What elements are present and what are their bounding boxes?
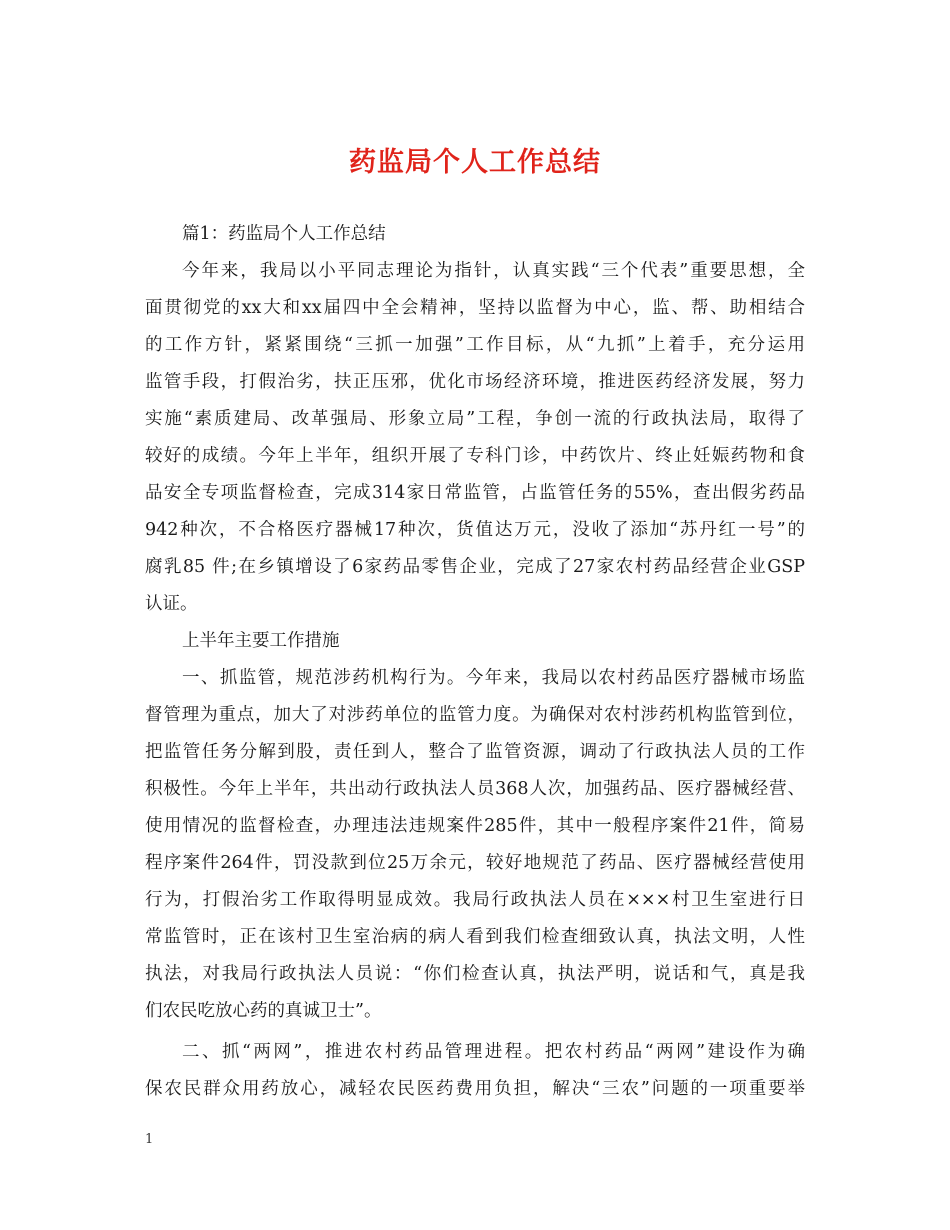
- paragraph-line: 监管手段，打假治劣，扶正压邪，优化市场经济环境，推进医药经济发展，努力: [145, 372, 805, 392]
- document-title: 药监局个人工作总结: [349, 147, 601, 178]
- page-number: 1: [145, 1132, 154, 1147]
- section-heading: 篇1：药监局个人工作总结: [182, 224, 386, 244]
- section-heading: 上半年主要工作措施: [182, 631, 340, 651]
- paragraph-line: 二、抓“两网”，推进农村药品管理进程。把农村药品“两网”建设作为确: [182, 1042, 805, 1062]
- paragraph-line: 一、抓监管，规范涉药机构行为。今年来，我局以农村药品医疗器械市场监: [182, 668, 805, 688]
- paragraph-line: 督管理为重点，加大了对涉药单位的监管力度。为确保对农村涉药机构监管到位，: [145, 705, 805, 725]
- paragraph-line: 执法，对我局行政执法人员说：“你们检查认真，执法严明，说话和气，真是我: [145, 964, 805, 984]
- paragraph-line: 行为，打假治劣工作取得明显成效。我局行政执法人员在×××村卫生室进行日: [145, 890, 805, 910]
- paragraph-line: 保农民群众用药放心，减轻农民医药费用负担，解决“三农”问题的一项重要举: [145, 1079, 805, 1099]
- paragraph-line: 认证。: [145, 594, 198, 614]
- paragraph-line: 程序案件264件，罚没款到位25万余元，较好地规范了药品、医疗器械经营使用: [145, 853, 805, 873]
- paragraph-line: 品安全专项监督检查，完成314家日常监管，占监管任务的55%，查出假劣药品: [145, 483, 805, 503]
- paragraph-line: 常监管时，正在该村卫生室治病的病人看到我们检查细致认真，执法文明，人性: [145, 927, 805, 947]
- paragraph-line: 实施“素质建局、改革强局、形象立局”工程，争创一流的行政执法局，取得了: [145, 409, 805, 429]
- paragraph-line: 今年来，我局以小平同志理论为指针，认真实践“三个代表”重要思想，全: [182, 261, 805, 281]
- paragraph-line: 的工作方针，紧紧围绕“三抓一加强”工作目标，从“九抓”上着手，充分运用: [145, 335, 805, 355]
- paragraph-line: 较好的成绩。今年上半年，组织开展了专科门诊，中药饮片、终止妊娠药物和食: [145, 446, 805, 466]
- paragraph-line: 们农民吃放心药的真诚卫士”。: [145, 1001, 382, 1021]
- paragraph-line: 942种次，不合格医疗器械17种次，货值达万元，没收了添加“苏丹红一号”的: [145, 520, 805, 540]
- paragraph-line: 腐乳85 件;在乡镇增设了6家药品零售企业，完成了27家农村药品经营企业GSP: [145, 557, 805, 577]
- paragraph-line: 使用情况的监督检查，办理违法违规案件285件，其中一般程序案件21件，简易: [145, 816, 805, 836]
- paragraph-line: 面贯彻党的xx大和xx届四中全会精神，坚持以监督为中心，监、帮、助相结合: [145, 298, 805, 318]
- paragraph-line: 积极性。今年上半年，共出动行政执法人员368人次，加强药品、医疗器械经营、: [145, 779, 805, 799]
- paragraph-line: 把监管任务分解到股，责任到人，整合了监管资源，调动了行政执法人员的工作: [145, 742, 805, 762]
